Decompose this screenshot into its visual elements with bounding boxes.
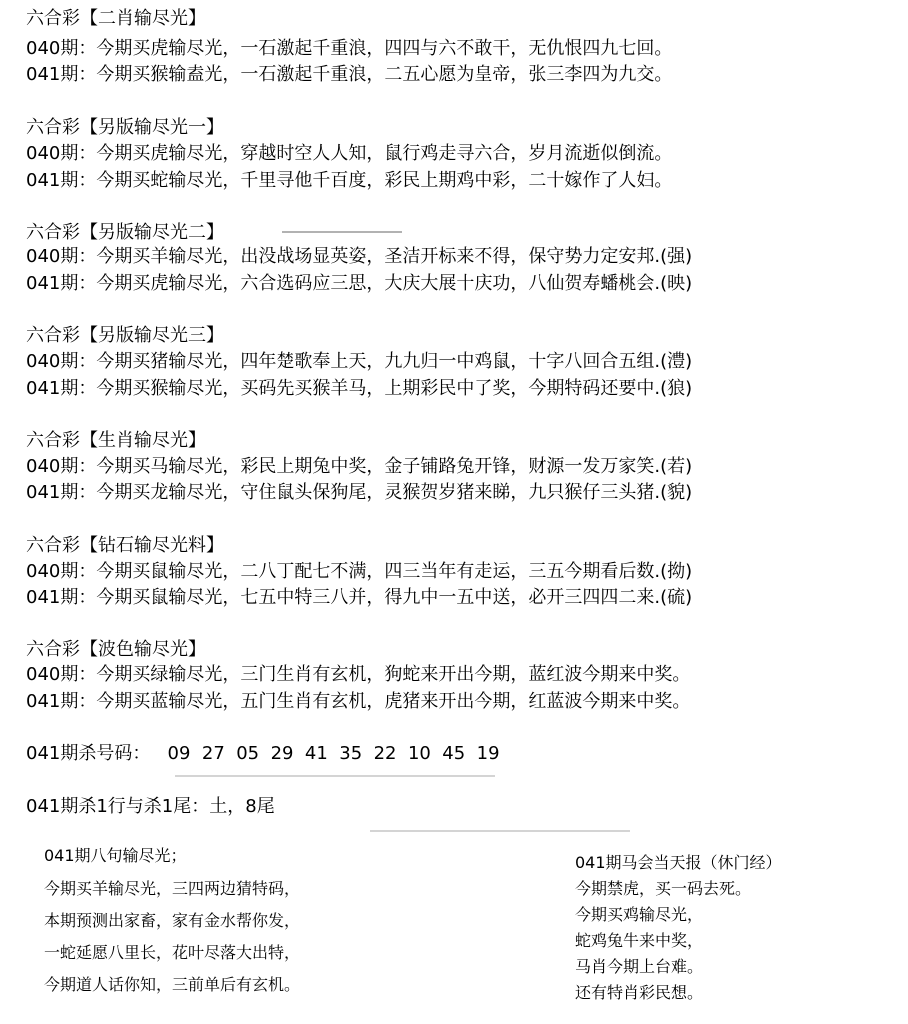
- scan-noise: [282, 231, 402, 233]
- kill-numbers: 041期杀号码： 09 27 05 29 41 35 22 10 45 19: [26, 743, 500, 764]
- entry-line: 041期：今期买猴输尽光，买码先买猴羊马，上期彩民中了奖，今期特码还要中.(狼): [26, 378, 693, 399]
- poem-right-line: 今期买鸡输尽光，: [575, 905, 704, 924]
- poem-left-line: 一蛇延愿八里长，花叶尽落大出特，: [44, 943, 301, 962]
- section-title: 六合彩【二肖输尽光】: [26, 8, 206, 29]
- entry-line: 041期：今期买猴输盍光，一石激起千重浪，二五心愿为皇帝，张三李四为九交。: [26, 64, 673, 85]
- entry-line: 040期：今期买虎输尽光，一石激起千重浪，四四与六不敢干，无仇恨四九七回。: [26, 38, 673, 59]
- section-title: 六合彩【另版输尽光三】: [26, 325, 224, 346]
- entry-line: 041期：今期买虎输尽光，六合选码应三思，大庆大展十庆功，八仙贺寿蟠桃会.(映): [26, 273, 693, 294]
- scan-noise: [370, 830, 630, 832]
- entry-line: 040期：今期买绿输尽光，三门生肖有玄机，狗蛇来开出今期，蓝红波今期来中奖。: [26, 664, 691, 685]
- poem-right-title: 041期马会当天报（休门经）: [575, 853, 782, 872]
- section-title: 六合彩【波色输尽光】: [26, 639, 206, 660]
- entry-line: 041期：今期买龙输尽光，守住鼠头保狗尾，灵猴贺岁猪来睇，九只猴仔三头猪.(貌): [26, 482, 693, 503]
- section-title: 六合彩【另版输尽光二】: [26, 222, 224, 243]
- poem-right-line: 蛇鸡兔牛来中奖，: [575, 931, 704, 950]
- section-title: 六合彩【钻石输尽光料】: [26, 535, 224, 556]
- scan-noise: [175, 775, 495, 777]
- entry-line: 040期：今期买猪输尽光，四年楚歌奉上天，九九归一中鸡鼠，十字八回合五组.(澧): [26, 351, 693, 372]
- entry-line: 040期：今期买马输尽光，彩民上期兔中奖，金子铺路兔开锋，财源一发万家笑.(若): [26, 456, 693, 477]
- poem-right-line: 今期禁虎，买一码去死。: [575, 879, 752, 898]
- entry-line: 040期：今期买鼠输尽光，二八丁配七不满，四三当年有走运，三五今期看后数.(拗): [26, 561, 693, 582]
- entry-line: 041期：今期买蛇输尽光，千里寻他千百度，彩民上期鸡中彩，二十嫁作了人妇。: [26, 170, 673, 191]
- poem-left-title: 041期八句输尽光；: [44, 846, 187, 865]
- entry-line: 041期：今期买鼠输尽光，七五中特三八并，得九中一五中送，必开三四四二来.(硫): [26, 587, 693, 608]
- poem-left-line: 本期预测出家畜，家有金水帮你发，: [44, 911, 301, 930]
- entry-line: 040期：今期买羊输尽光，出没战场显英姿，圣洁开标来不得，保守势力定安邦.(强): [26, 246, 693, 267]
- poem-right-line: 马肖今期上台难。: [575, 957, 704, 976]
- section-title: 六合彩【生肖输尽光】: [26, 430, 206, 451]
- poem-right-line: 还有特肖彩民想。: [575, 983, 704, 1002]
- entry-line: 040期：今期买虎输尽光，穿越时空人人知，鼠行鸡走寻六合，岁月流逝似倒流。: [26, 143, 673, 164]
- poem-left-line: 今期买羊输尽光，三四两边猜特码，: [44, 879, 301, 898]
- poem-left-line: 今期道人话你知，三前单后有玄机。: [44, 975, 301, 994]
- section-title: 六合彩【另版输尽光一】: [26, 117, 224, 138]
- kill-line-tail: 041期杀1行与杀1尾：土，8尾: [26, 796, 275, 817]
- entry-line: 041期：今期买蓝输尽光，五门生肖有玄机，虎猪来开出今期，红蓝波今期来中奖。: [26, 691, 691, 712]
